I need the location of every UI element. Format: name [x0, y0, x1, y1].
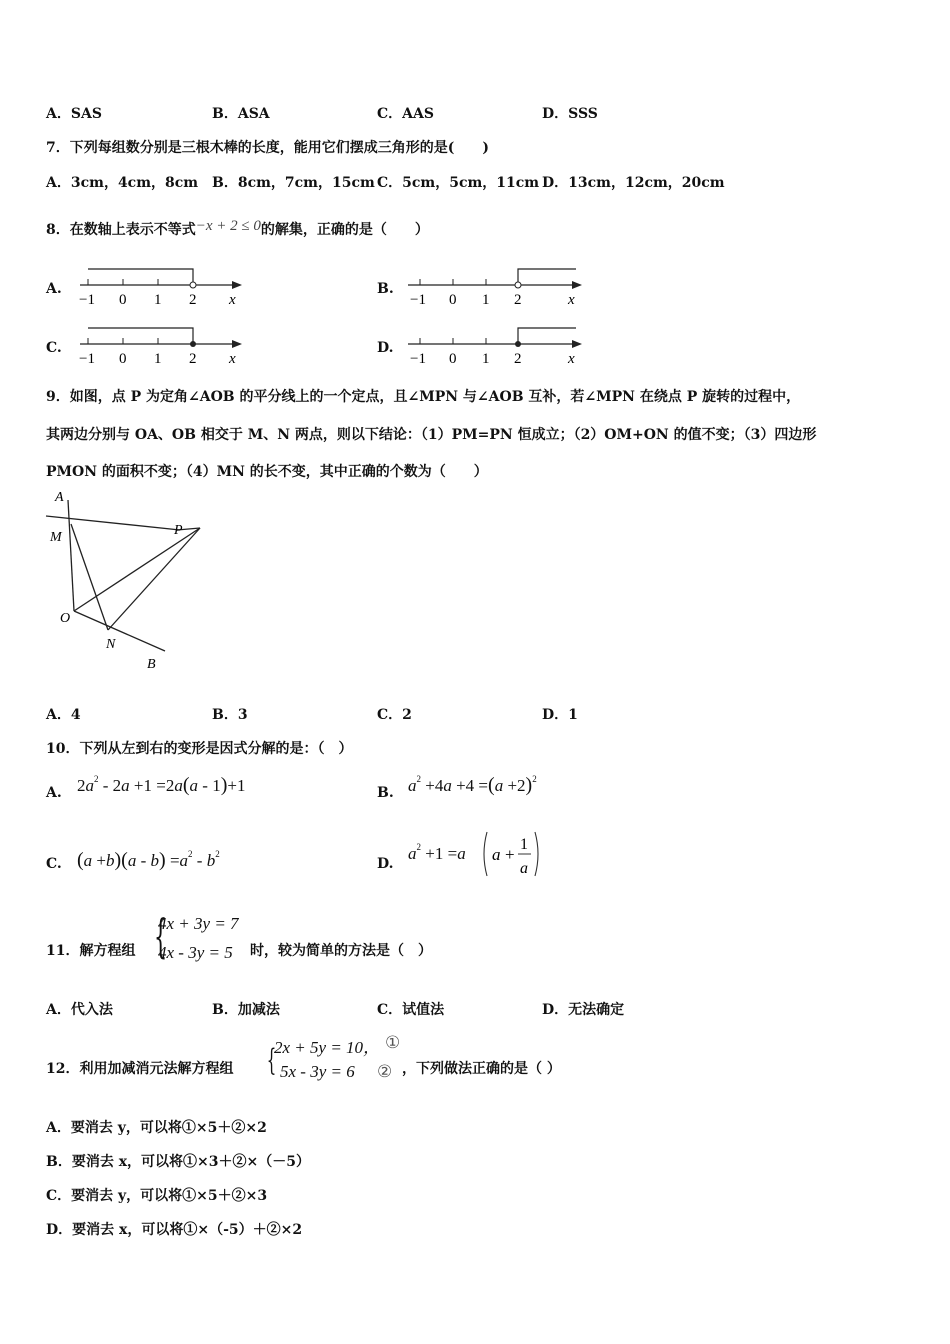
q7-option-c: C．5cm，5cm，11cm	[377, 175, 540, 191]
q8-stem-pre: 8．在数轴上表示不等式	[46, 222, 196, 238]
q12-eq1: 2x + 5y = 10，	[274, 1038, 381, 1057]
tick-label-0: 0	[119, 351, 127, 367]
q8-stem	[46, 218, 429, 239]
label-p: P	[174, 523, 183, 538]
q11-stem-post: 时，较为简单的方法是（ ）	[250, 943, 432, 959]
q8-label-b: B.	[377, 281, 394, 297]
q6-option-b: B．ASA	[212, 106, 270, 122]
q7-stem: 7．下列每组数分别是三根木棒的长度，能用它们摆成三角形的是( )	[46, 140, 489, 156]
q12-stem-post: ，下列做法正确的是（ ）	[402, 1061, 561, 1077]
q10-expr-a: $2a^2 - 2a +1 =2a(a - 1)+1$	[77, 774, 246, 796]
q11-option-a: A．代入法	[46, 1002, 113, 1018]
q11-option-c: C．试值法	[377, 1002, 445, 1018]
q11-option-b: B．加减法	[212, 1002, 280, 1018]
tick-label-2: 2	[189, 292, 197, 308]
tick-label-0: 0	[449, 351, 457, 367]
q11-stem-pre: 11．解方程组	[46, 943, 136, 959]
svg-text:a: a	[492, 845, 501, 864]
label-a: A	[55, 490, 64, 505]
label-m: M	[50, 530, 62, 545]
q12-eq2: 5x - 3y = 6	[280, 1062, 355, 1081]
q9-option-c: C．2	[377, 707, 412, 723]
tick-label-1: 1	[154, 351, 162, 367]
q8-inequality: −x + 2 ≤ 0	[195, 218, 261, 234]
q7-option-d: D．13cm，12cm，20cm	[542, 175, 725, 191]
tick-label-neg1: −1	[410, 292, 426, 308]
axis-var: x	[568, 351, 575, 367]
q12-stem-pre: 12．利用加减消元法解方程组	[46, 1061, 234, 1077]
axis-var: x	[229, 292, 236, 308]
tick-label-neg1: −1	[410, 351, 426, 367]
svg-text:a: a	[520, 860, 528, 877]
q10-stem: 10．下列从左到右的变形是因式分解的是：（ ）	[46, 741, 353, 757]
q7-option-a: A．3cm，4cm，8cm	[46, 175, 199, 191]
q9-stem-line2: 其两边分别与 OA、OB 相交于 M、N 两点，则以下结论：（1）PM=PN 恒成立；（2）OM+ON 的值不变；（3）四边形	[46, 427, 817, 443]
tick-label-neg1: −1	[79, 292, 95, 308]
tick-label-2: 2	[514, 351, 522, 367]
q9-option-b: B．3	[212, 707, 248, 723]
q8-label-d: D.	[377, 340, 394, 356]
svg-text:1: 1	[520, 836, 528, 853]
q7-option-b: B．8cm，7cm，15cm	[212, 175, 375, 191]
label-o: O	[60, 611, 71, 626]
q8-label-c: C.	[46, 340, 62, 356]
q6-option-d: D．SSS	[542, 106, 598, 122]
q12-option-a: A．要消去 y，可以将①×5＋②×2	[46, 1120, 267, 1136]
q10-expr-d: $a^2 +1 =a$	[408, 842, 466, 863]
q8-numberline-b	[404, 264, 584, 310]
q12-option-c: C．要消去 y，可以将①×5＋②×3	[46, 1188, 268, 1204]
q10-expr-d-bracket	[480, 830, 542, 880]
label-n: N	[106, 637, 116, 652]
q9-stem-line3: PMON 的面积不变；（4）MN 的长不变，其中正确的个数为（ ）	[46, 464, 488, 480]
q10-label-d: D.	[377, 856, 394, 872]
q11-eq1: 4x + 3y = 7	[158, 914, 239, 933]
q10-expr-c: $(a +b)(a - b) =a^2 - b^2$	[77, 849, 220, 871]
tick-label-2: 2	[514, 292, 522, 308]
tick-label-neg1: −1	[79, 351, 95, 367]
q9-figure	[40, 486, 220, 676]
tick-label-0: 0	[119, 292, 127, 308]
q11-eq2: 4x - 3y = 5	[158, 943, 233, 962]
q8-numberline-a	[76, 264, 246, 310]
svg-text:+: +	[505, 845, 515, 864]
q11-option-d: D．无法确定	[542, 1002, 625, 1018]
q6-option-c: C．AAS	[377, 106, 434, 122]
axis-var: x	[568, 292, 575, 308]
q8-numberline-d	[404, 323, 584, 369]
q12-eq2-mark: ②	[377, 1062, 393, 1081]
q8-stem-post: 的解集，正确的是（ ）	[260, 222, 429, 238]
q6-option-a: A．SAS	[46, 106, 102, 122]
tick-label-2: 2	[189, 351, 197, 367]
q10-label-b: B.	[377, 785, 394, 801]
q10-label-a: A.	[46, 785, 62, 801]
tick-label-0: 0	[449, 292, 457, 308]
q8-numberline-c	[76, 323, 246, 369]
q9-option-d: D．1	[542, 707, 578, 723]
label-b: B	[147, 657, 156, 672]
q12-eq1-mark: ①	[385, 1033, 401, 1052]
q9-option-a: A．4	[46, 707, 81, 723]
q10-expr-b: $a^2 +4a +4 =(a +2)^2$	[408, 774, 537, 796]
axis-var: x	[229, 351, 236, 367]
q9-stem-line1: 9．如图，点 P 为定角∠AOB 的平分线上的一个定点，且∠MPN 与∠AOB 互补，若∠MPN 在绕点 P 旋转的过程中，	[46, 389, 801, 405]
tick-label-1: 1	[154, 292, 162, 308]
q12-option-d: D．要消去 x，可以将①×（-5）＋②×2	[46, 1222, 303, 1238]
tick-label-1: 1	[482, 351, 490, 367]
q8-label-a: A.	[46, 281, 62, 297]
q10-label-c: C.	[46, 856, 62, 872]
tick-label-1: 1	[482, 292, 490, 308]
q12-option-b: B．要消去 x，可以将①×3＋②×（－5）	[46, 1154, 310, 1170]
